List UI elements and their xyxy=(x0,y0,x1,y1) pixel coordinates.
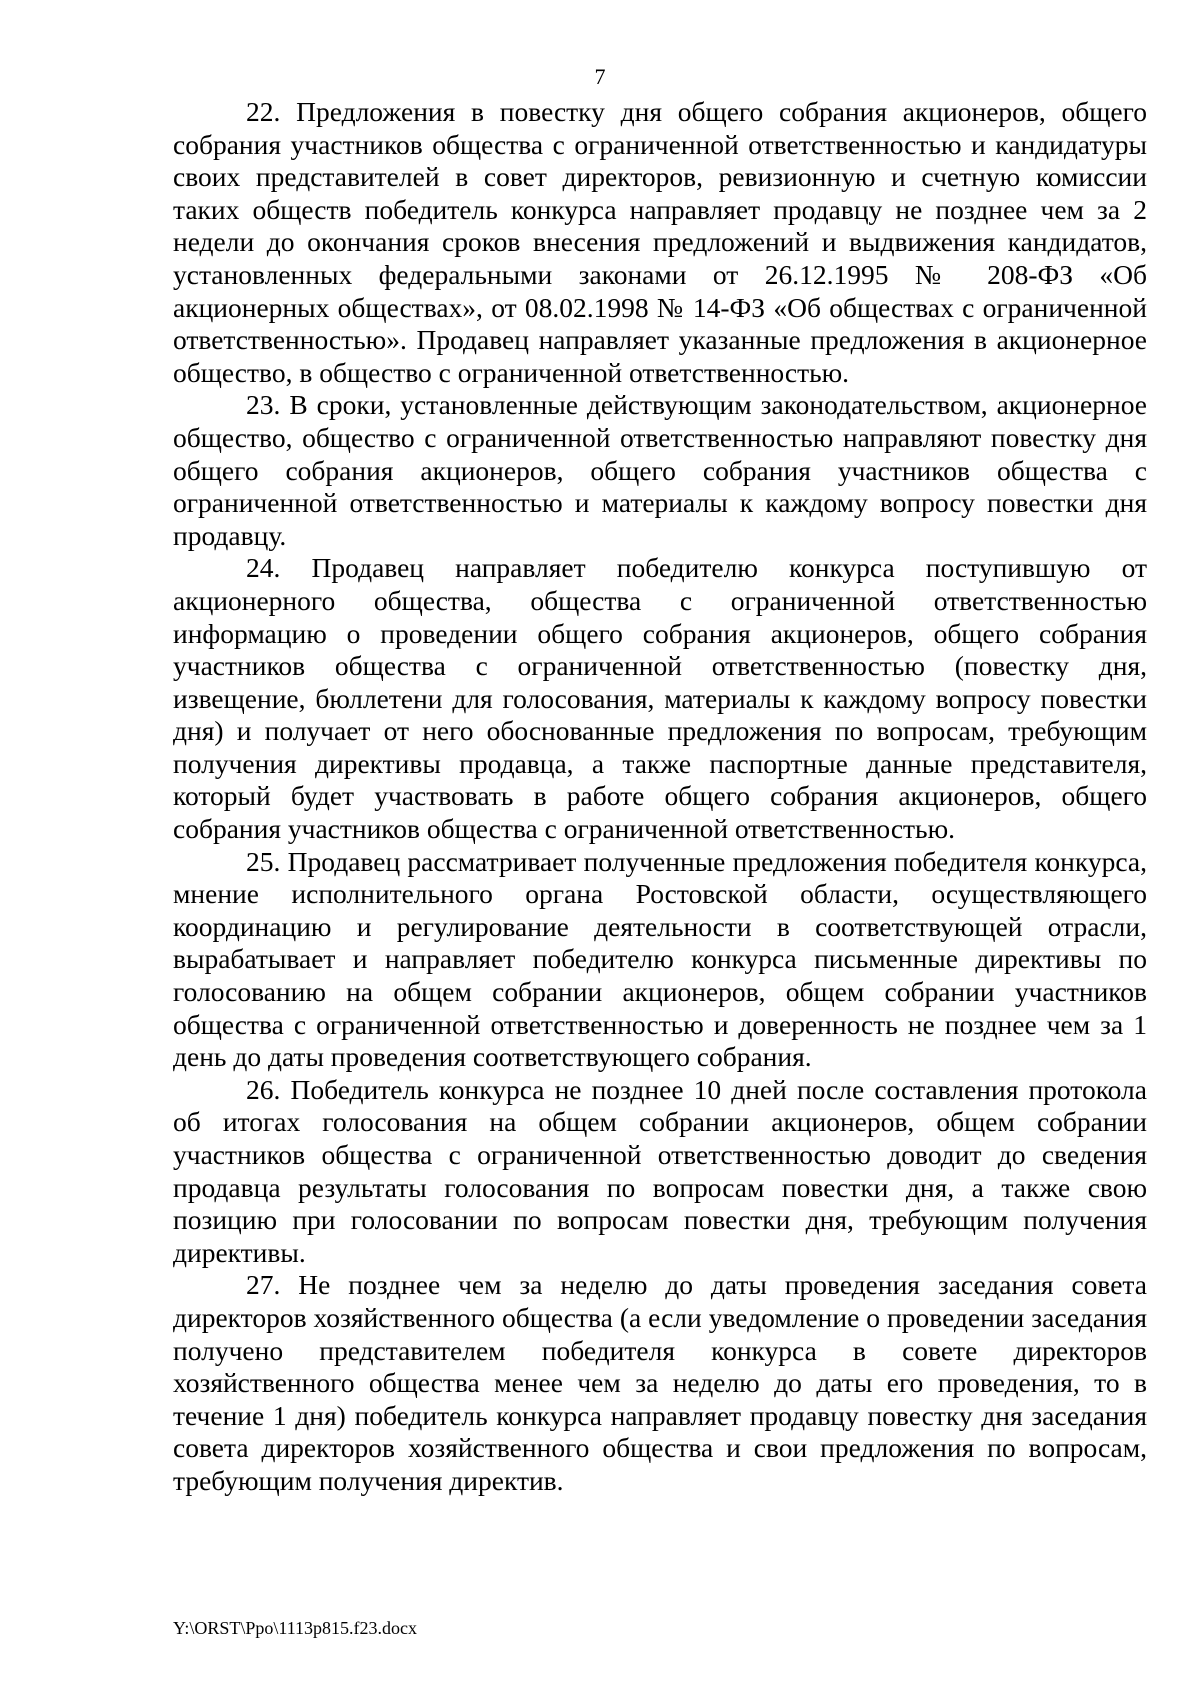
document-body xyxy=(173,96,1147,1498)
footer-file-path: Y:\ORST\Ppo\1113p815.f23.docx xyxy=(173,1618,418,1638)
paragraph-24: 24. Продавец направляет победителю конкурса поступившую от акционерного общества, общества с ограниченной ответственностью информацию о проведении общего собрания акционеров, общего собрания участников общества с ограниченной ответственностью (повестку дня, извещение, бюллетени для голосования, материалы к каждому вопросу повестки дня) и получает от него обоснованные предложения по вопросам, требующим получения директивы продавца, а также паспортные данные представителя, который будет участвовать в работе общего собрания акционеров, общего собрания участников общества с ограниченной ответственностью. xyxy=(173,552,1147,845)
page-number: 7 xyxy=(594,64,606,89)
paragraph-27: 27. Не позднее чем за неделю до даты проведения заседания совета директоров хозяйственного общества (а если уведомление о проведении заседания получено представителем победителя конкурса в совете директоров хозяйственного общества менее чем за неделю до даты его проведения, то в течение 1 дня) победитель конкурса направляет продавцу повестку дня заседания совета директоров хозяйственного общества и свои предложения по вопросам, требующим получения директив. xyxy=(173,1269,1147,1496)
paragraph-26: 26. Победитель конкурса не позднее 10 дней после составления протокола об итогах голосования на общем собрании акционеров, общем собрании участников общества с ограниченной ответственностью доводит до сведения продавца результаты голосования по вопросам повестки дня, а также свою позицию при голосовании по вопросам повестки дня, требующим получения директивы. xyxy=(173,1073,1147,1268)
paragraph-25: 25. Продавец рассматривает полученные предложения победителя конкурса, мнение исполнительного органа Ростовской области, осуществляющего координацию и регулирование деятельности в соответствующей отрасли, вырабатывает и направляет победителю конкурса письменные директивы по голосованию на общем собрании акционеров, общем собрании участников общества с ограниченной ответственностью и доверенность не позднее чем за 1 день до даты проведения соответствующего собрания. xyxy=(173,845,1147,1073)
paragraph-22: 22. Предложения в повестку дня общего собрания акционеров, общего собрания участников общества с ограниченной ответственностью и кандидатуры своих представителей в совет директоров, ревизионную и счетную комиссии таких обществ победитель конкурса направляет продавцу не позднее чем за 2 недели до окончания сроков внесения предложений и выдвижения кандидатов, установленных федеральными законами от 26.12.1995 № 208-ФЗ «Об акционерных обществах», от 08.02.1998 № 14-ФЗ «Об обществах с ограниченной ответственностью». Продавец направляет указанные предложения в акционерное общество, в общество с ограниченной ответственностью. xyxy=(173,96,1147,388)
paragraph-23: 23. В сроки, установленные действующим законодательством, акционерное общество, общество с ограниченной ответственностью направляют повестку дня общего собрания акционеров, общего собрания участников общества с ограниченной ответственностью и материалы к каждому вопросу повестки дня продавцу. xyxy=(173,389,1147,551)
